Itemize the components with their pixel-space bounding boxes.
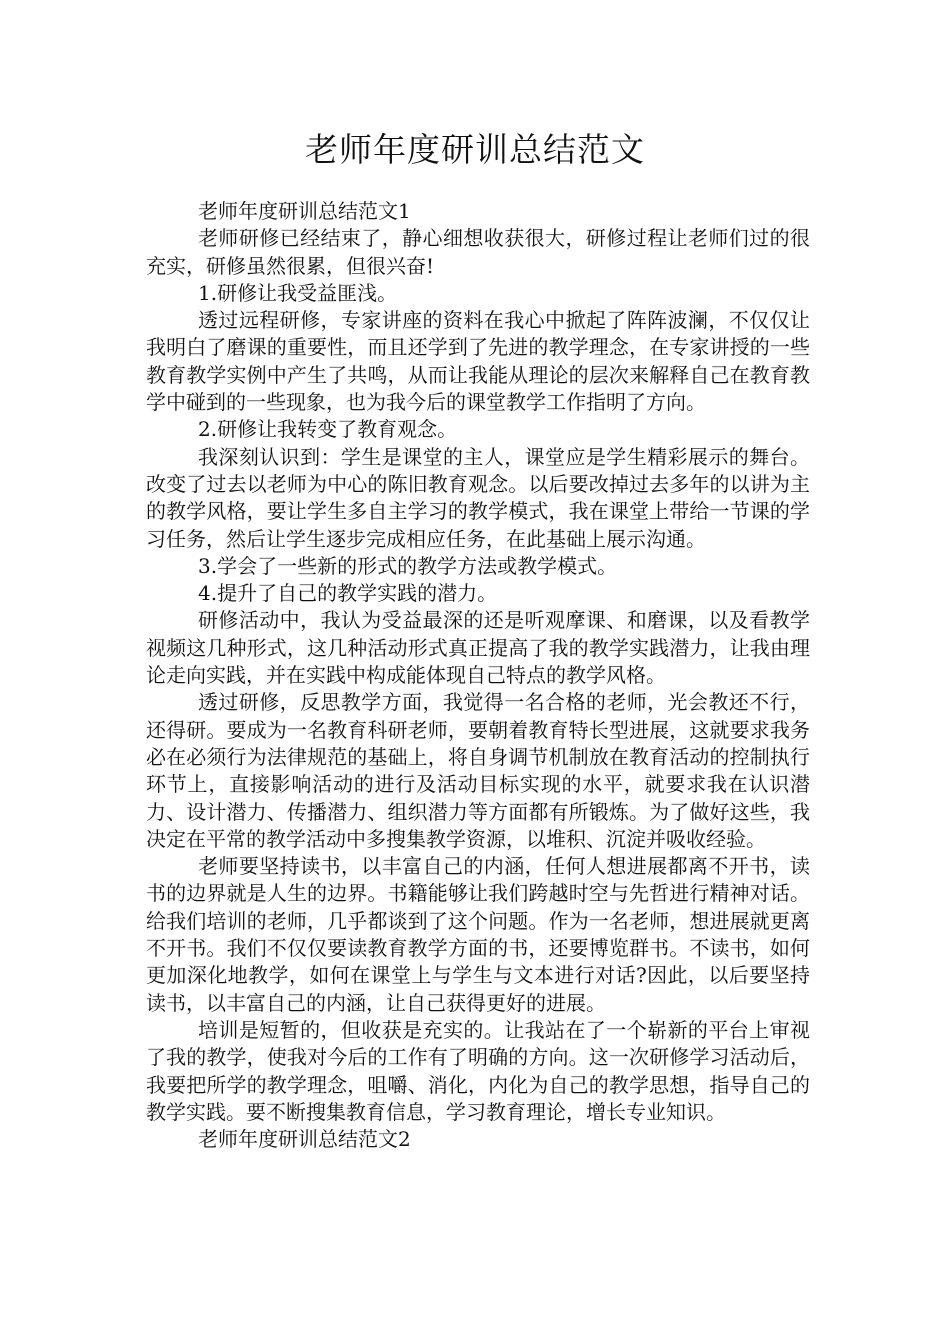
paragraph: 透过远程研修，专家讲座的资料在我心中掀起了阵阵波澜，不仅仅让我明白了磨课的重要性，而且还学到了先进的教学理念，在专家讲授的一些教育教学实例中产生了共鸣，从而让我能从理论的层次来解释自己在教育教学中碰到的一些现象，也为我今后的课堂教学工作指明了方向。 [146,308,810,415]
numbered-point: 1.研修让我受益匪浅。 [198,280,398,305]
numbered-point: 4.提升了自己的教学实践的潜力。 [198,581,498,606]
numbered-point: 3.学会了一些新的形式的教学方法或教学模式。 [198,553,618,578]
section-heading-1: 老师年度研训总结范文1 [198,199,411,223]
numbered-point: 2.研修让我转变了教育观念。 [198,417,458,442]
paragraph: 研修活动中，我认为受益最深的还是听观摩课、和磨课，以及看教学视频这几种形式，这几种活动形式真正提高了我的教学实践潜力，让我由理论走向实践，并在实践中构成能体现自己特点的教学风格。 [146,608,810,688]
paragraph: 培训是短暂的，但收获是充实的。让我站在了一个崭新的平台上审视了我的教学，使我对今后的工作有了明确的方向。这一次研修学习活动后，我要把所学的教学理念，咀嚼、消化，内化为自己的教学思想，指导自己的教学实践。要不断搜集教育信息，学习教育理论，增长专业知识。 [146,1017,810,1124]
paragraph: 我深刻认识到：学生是课堂的主人，课堂应是学生精彩展示的舞台。改变了过去以老师为中心的陈旧教育观念。以后要改掉过去多年的以讲为主的教学风格，要让学生多自主学习的教学模式，我在课堂上带给一节课的学习任务，然后让学生逐步完成相应任务，在此基础上展示沟通。 [146,444,810,551]
document-title: 老师年度研训总结范文 [305,130,645,169]
paragraph: 透过研修，反思教学方面，我觉得一名合格的老师，光会教还不行，还得研。要成为一名教育科研老师，要朝着教育特长型进展，这就要求我务必在必须行为法律规范的基础上，将自身调节机制放在教育活动的控制执行环节上，直接影响活动的进行及活动目标实现的水平，就要求我在认识潜力、设计潜力、传播潜力、组织潜力等方面都有所锻炼。为了做好这些，我决定在平常的教学活动中多搜集教学资源，以堆积、沉淀并吸收经验。 [146,690,810,851]
paragraph: 老师研修已经结束了，静心细想收获很大，研修过程让老师们过的很充实，研修虽然很累，但很兴奋! [146,226,810,278]
document-body [146,198,810,1153]
section-heading-2: 老师年度研训总结范文2 [198,1127,411,1152]
paragraph: 老师要坚持读书，以丰富自己的内涵，任何人想进展都离不开书，读书的边界就是人生的边界。书籍能够让我们跨越时空与先哲进行精神对话。给我们培训的老师，几乎都谈到了这个问题。作为一名老师，想进展就更离不开书。我们不仅仅要读教育教学方面的书，还要博览群书。不读书，如何更加深化地教学，如何在课堂上与学生与文本进行对话?因此，以后要坚持读书，以丰富自己的内涵，让自己获得更好的进展。 [146,854,810,1015]
